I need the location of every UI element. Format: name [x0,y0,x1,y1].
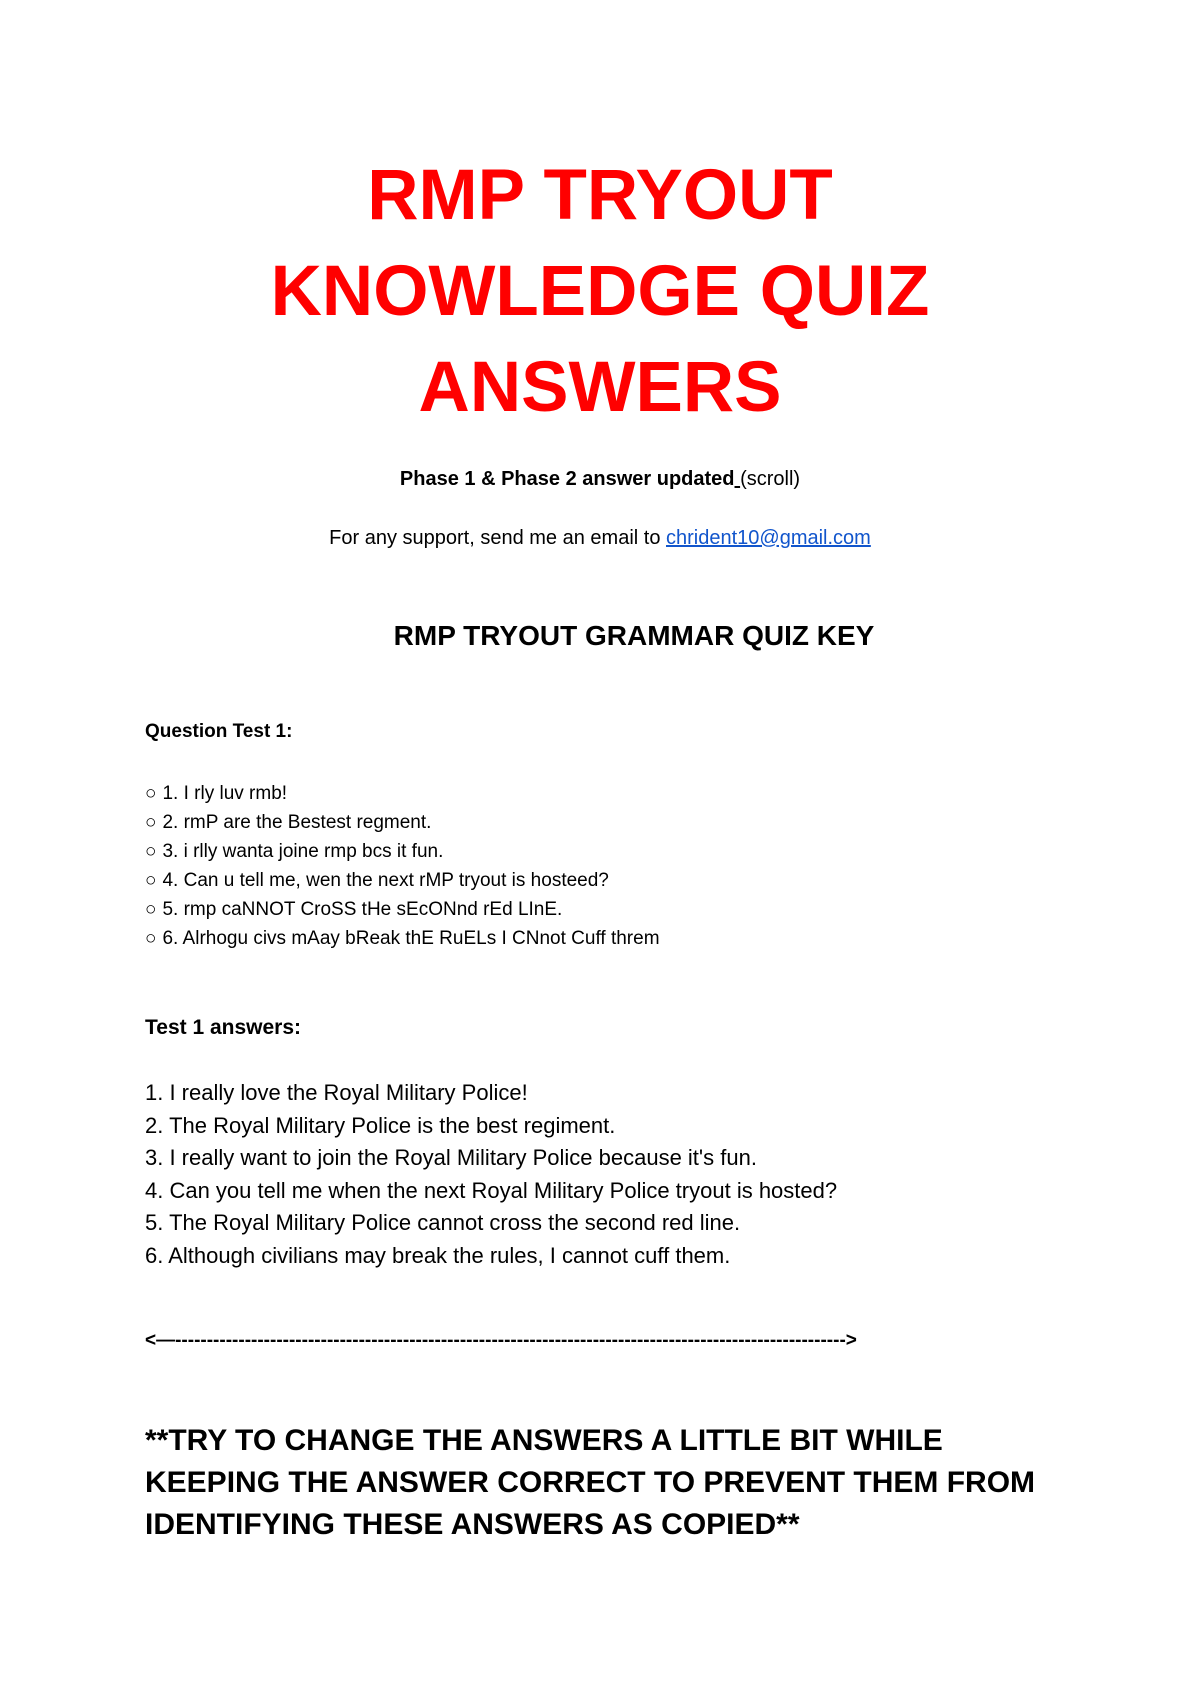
support-email-link[interactable]: chrident10@gmail.com [666,527,871,549]
answer-list [145,1077,1085,1272]
bullet-icon: ○ [145,812,157,833]
list-item: 4. Can you tell me when the next Royal Military Police tryout is hosted? [145,1177,838,1203]
title-line-2: KNOWLEDGE QUIZ [270,252,930,331]
list-item [145,866,1085,895]
list-item: 5. The Royal Military Police cannot cross the second red line. [145,1210,741,1235]
list-item [145,808,1085,837]
list-item [145,924,1085,953]
bullet-icon: ○ [145,783,157,804]
title-line-3: ANSWERS [418,348,782,427]
list-item: 1. I really love the Royal Military Police! [145,1080,528,1105]
bullet-icon: ○ [145,899,157,920]
question-text: 4. Can u tell me, wen the next rMP tryout is hosteed? [162,870,609,891]
scroll-note: (scroll) [740,468,801,490]
page-title [0,148,1200,436]
question-list [145,779,1085,953]
list-item: 6. Although civilians may break the rules, I cannot cuff them. [145,1242,731,1268]
question-text: 3. i rlly wanta joine rmp bcs it fun. [162,841,444,862]
question-text: 1. I rly luv rmb! [162,783,288,804]
bullet-icon: ○ [145,928,157,949]
bullet-icon: ○ [145,841,157,862]
title-line-1: RMP TRYOUT [367,156,833,235]
support-line [0,525,1200,551]
update-notice [0,466,1200,492]
answers-label: Test 1 answers: [145,1016,302,1039]
copy-warning: **TRY TO CHANGE THE ANSWERS A LITTLE BIT WHILE KEEPING THE ANSWER CORRECT TO PREVENT THEM FROM IDENTIFYING THESE ANSWERS AS COPIED** [145,1424,1036,1541]
update-notice-text: Phase 1 & Phase 2 answer updated [399,468,735,490]
dashed-divider: <—----------------------------------------------------------------------------------------------------------> [145,1330,857,1351]
list-item: 2. The Royal Military Police is the best regiment. [145,1112,616,1138]
question-test-label: Question Test 1: [145,721,293,742]
question-text: 6. Alrhogu civs mAay bReak thE RuELs I CNnot Cuff threm [162,928,660,949]
bullet-icon: ○ [145,870,157,891]
list-item [145,837,1085,866]
list-item [145,779,1085,808]
support-prefix: For any support, send me an email to [329,527,666,549]
list-item: 3. I really want to join the Royal Military Police because it's fun. [145,1145,757,1170]
question-text: 2. rmP are the Bestest regment. [162,812,432,833]
question-text: 5. rmp caNNOT CroSS tHe sEcONnd rEd LInE. [162,899,563,920]
list-item [145,895,1085,924]
section-heading: RMP TRYOUT GRAMMAR QUIZ KEY [393,620,875,651]
